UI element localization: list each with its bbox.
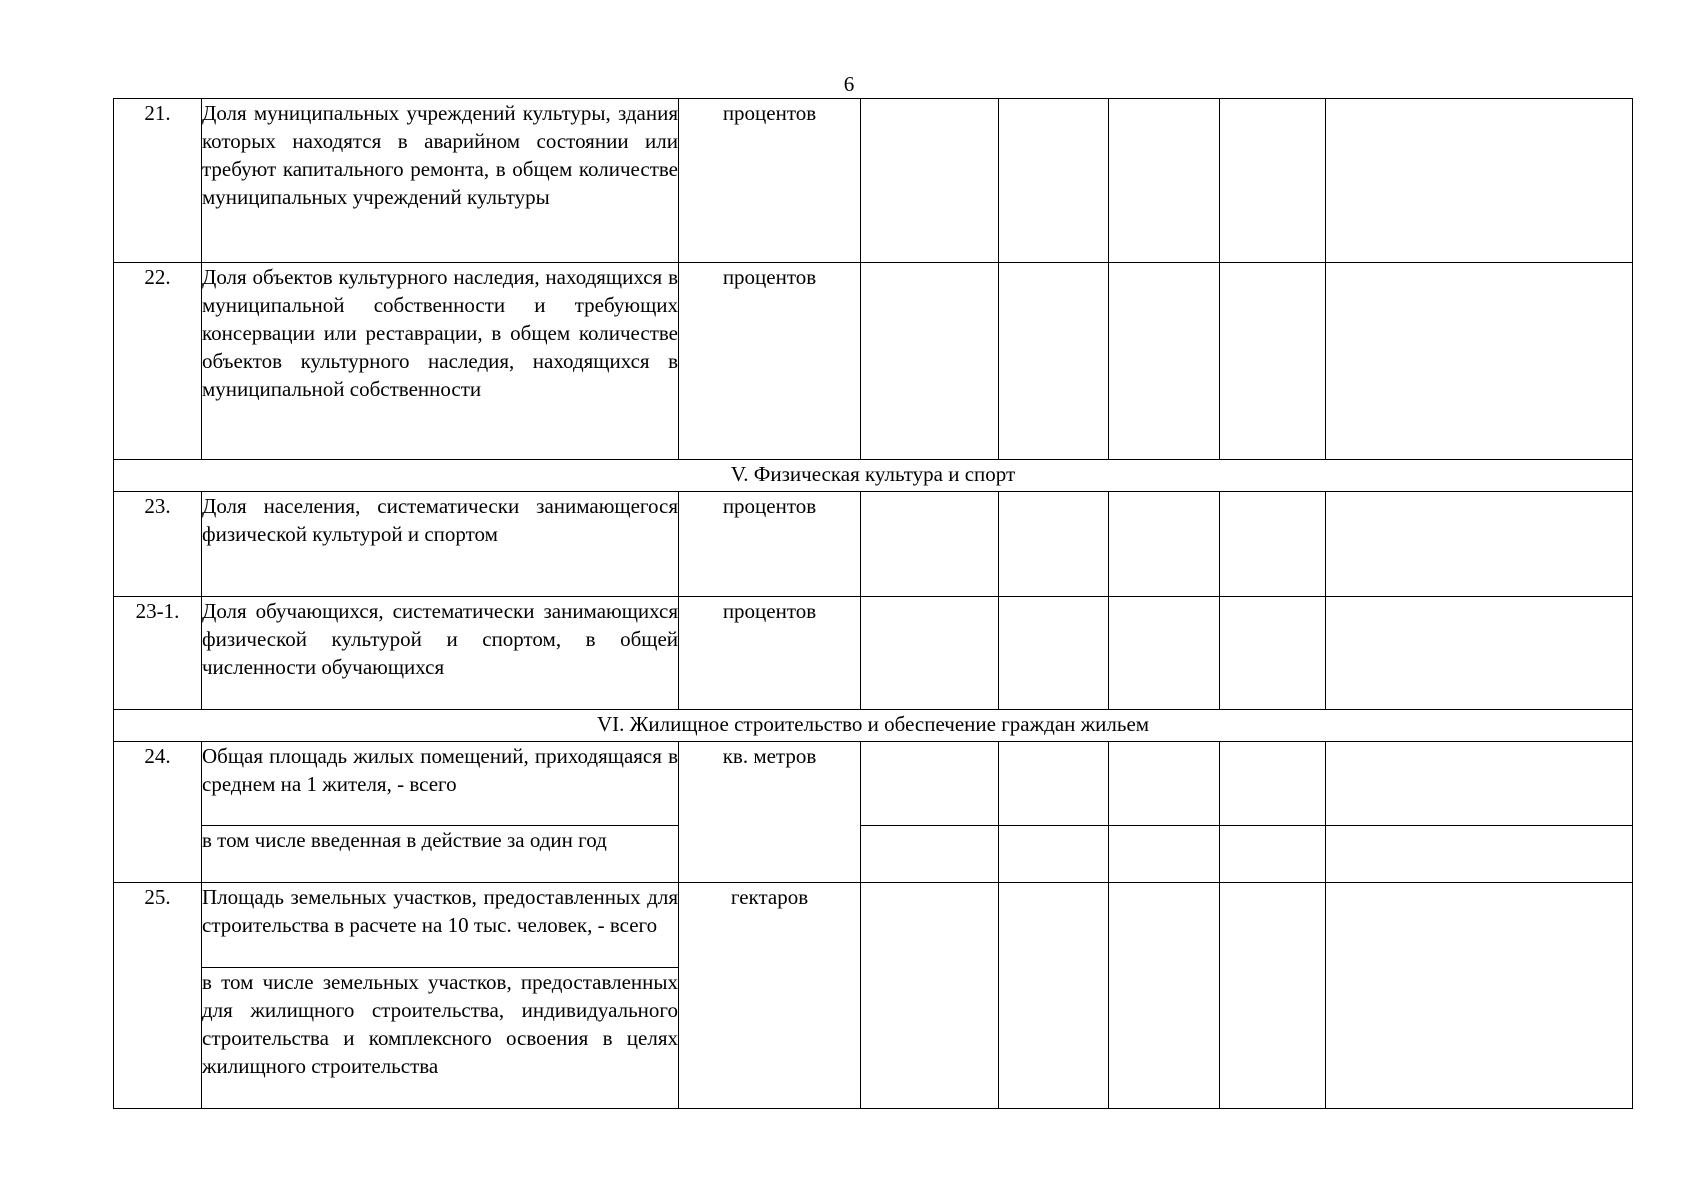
- value-cell: [1220, 492, 1326, 597]
- value-cell: [861, 99, 999, 263]
- value-cell: [999, 826, 1109, 883]
- section-heading: VI. Жилищное строительство и обеспечение граждан жильем: [114, 710, 1633, 742]
- row-number: 25.: [114, 883, 202, 1109]
- value-cell: [1220, 826, 1326, 883]
- section-row: [114, 460, 1633, 492]
- value-cell: [999, 263, 1109, 460]
- value-cell: [1326, 263, 1633, 460]
- value-cell: [861, 492, 999, 597]
- value-cell: [1220, 99, 1326, 263]
- unit-cell: кв. метров: [679, 742, 861, 883]
- row-number: 24.: [114, 742, 202, 883]
- table-row: [114, 883, 1633, 968]
- value-cell: [1220, 742, 1326, 826]
- value-cell: [861, 826, 999, 883]
- value-cell: [861, 597, 999, 710]
- value-cell: [1109, 597, 1220, 710]
- unit-cell: процентов: [679, 263, 861, 460]
- table-row: [114, 99, 1633, 263]
- value-cell: [1109, 826, 1220, 883]
- value-cell: [1220, 597, 1326, 710]
- indicators-table: [113, 98, 1633, 1109]
- indicator-subname: в том числе введенная в действие за один год: [202, 826, 679, 883]
- value-cell: [999, 597, 1109, 710]
- section-heading: V. Физическая культура и спорт: [114, 460, 1633, 492]
- indicator-name: Доля обучающихся, систематически занимающихся физической культурой и спортом, в общей численности обучающихся: [202, 597, 679, 710]
- row-number: 23.: [114, 492, 202, 597]
- indicator-name: Площадь земельных участков, предоставленных для строительства в расчете на 10 тыс. человек, - всего: [202, 883, 679, 968]
- value-cell: [1326, 826, 1633, 883]
- indicator-name: Общая площадь жилых помещений, приходящаяся в среднем на 1 жителя, - всего: [202, 742, 679, 826]
- indicator-subname: в том числе земельных участков, предоставленных для жилищного строительства, индивидуального строительства и комплексного освоения в целях жилищного строительства: [202, 968, 679, 1109]
- section-row: [114, 710, 1633, 742]
- unit-cell: процентов: [679, 99, 861, 263]
- table-row: [114, 742, 1633, 826]
- value-cell: [999, 492, 1109, 597]
- value-cell: [999, 742, 1109, 826]
- table-row: [114, 597, 1633, 710]
- unit-cell: гектаров: [679, 883, 861, 1109]
- value-cell: [1109, 99, 1220, 263]
- table-row: [114, 263, 1633, 460]
- value-cell: [861, 263, 999, 460]
- unit-cell: процентов: [679, 492, 861, 597]
- value-cell: [861, 742, 999, 826]
- value-cell: [1326, 742, 1633, 826]
- table-row: [114, 492, 1633, 597]
- indicator-name: Доля населения, систематически занимающегося физической культурой и спортом: [202, 492, 679, 597]
- value-cell: [1109, 883, 1220, 1109]
- table-subrow: [114, 826, 1633, 883]
- value-cell: [1220, 883, 1326, 1109]
- value-cell: [1326, 99, 1633, 263]
- value-cell: [999, 883, 1109, 1109]
- row-number: 21.: [114, 99, 202, 263]
- value-cell: [1109, 263, 1220, 460]
- value-cell: [999, 99, 1109, 263]
- value-cell: [861, 883, 999, 1109]
- value-cell: [1326, 597, 1633, 710]
- value-cell: [1109, 742, 1220, 826]
- value-cell: [1220, 263, 1326, 460]
- unit-cell: процентов: [679, 597, 861, 710]
- value-cell: [1326, 883, 1633, 1109]
- value-cell: [1109, 492, 1220, 597]
- indicator-name: Доля объектов культурного наследия, находящихся в муниципальной собственности и требующих консервации или реставрации, в общем количестве объектов культурного наследия, находящихся в муниципальной собственности: [202, 263, 679, 460]
- page-number: 6: [843, 72, 855, 96]
- row-number: 23-1.: [114, 597, 202, 710]
- indicator-name: Доля муниципальных учреждений культуры, здания которых находятся в аварийном состоянии или требуют капитального ремонта, в общем количестве муниципальных учреждений культуры: [202, 99, 679, 263]
- row-number: 22.: [114, 263, 202, 460]
- value-cell: [1326, 492, 1633, 597]
